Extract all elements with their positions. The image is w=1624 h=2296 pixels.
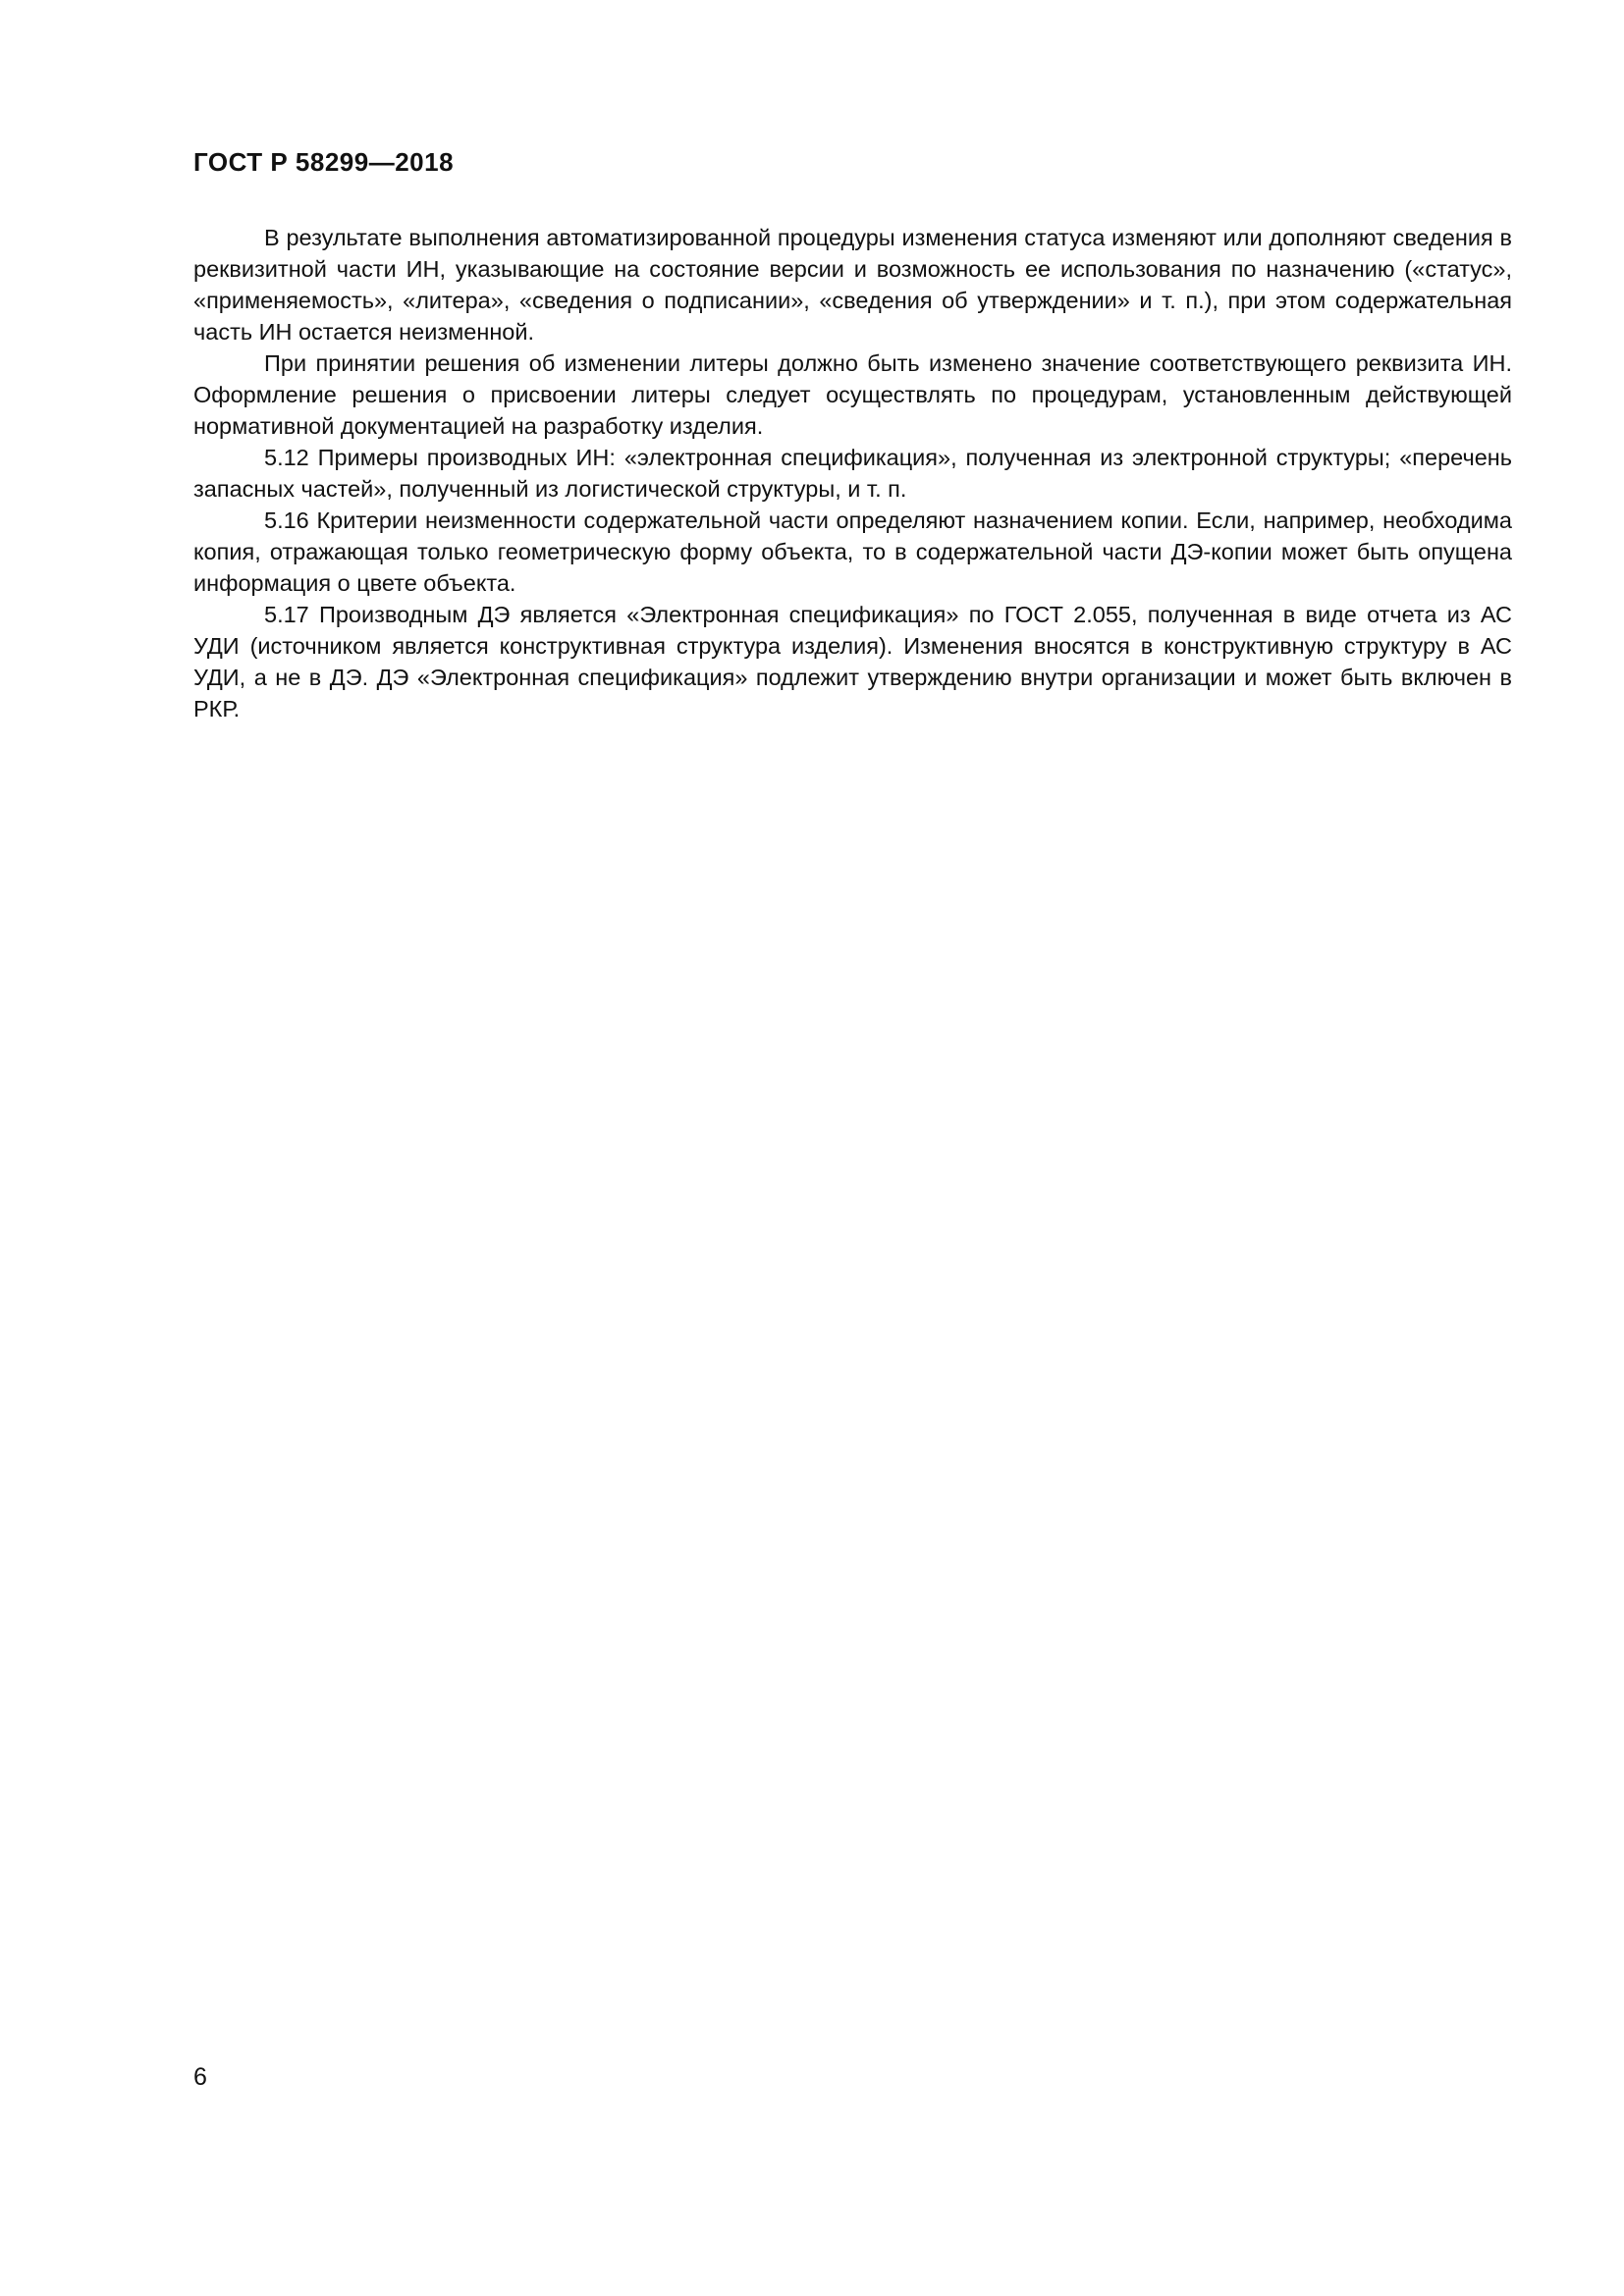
document-header: ГОСТ Р 58299—2018	[193, 147, 455, 177]
paragraph-5-16: 5.16 Критерии неизменности содержательной части определяют назначением копии. Если, например, необходима копия, отражающая только геометрическую форму объекта, то в содержательной части ДЭ-копии может быть опущена информация о цвете объекта.	[193, 507, 1512, 596]
document-body	[193, 222, 1512, 724]
paragraph-5-17: 5.17 Производным ДЭ является «Электронная спецификация» по ГОСТ 2.055, полученная в виде отчета из АС УДИ (источником является конструктивная структура изделия). Изменения вносятся в конструктивную структуру в АС УДИ, а не в ДЭ. ДЭ «Электронная спецификация» подлежит утверждению внутри организации и может быть включен в РКР.	[193, 602, 1512, 721]
paragraph-litera-change: При принятии решения об изменении литеры должно быть изменено значение соответствующего реквизита ИН. Оформление решения о присвоении литеры следует осуществлять по процедурам, установленным действующей нормативной документацией на разработку изделия.	[193, 350, 1512, 439]
page-number: 6	[193, 2063, 207, 2091]
paragraph-5-12: 5.12 Примеры производных ИН: «электронная спецификация», полученная из электронной структуры; «перечень запасных частей», полученный из логистической структуры, и т. п.	[193, 445, 1512, 502]
paragraph-status-change: В результате выполнения автоматизированной процедуры изменения статуса изменяют или дополняют сведения в реквизитной части ИН, указывающие на состояние версии и возможность ее использования по назначению («статус», «применяемость», «литера», «сведения о подписании», «сведения об утверждении» и т. п.), при этом содержательная часть ИН остается неизменной.	[193, 225, 1512, 345]
